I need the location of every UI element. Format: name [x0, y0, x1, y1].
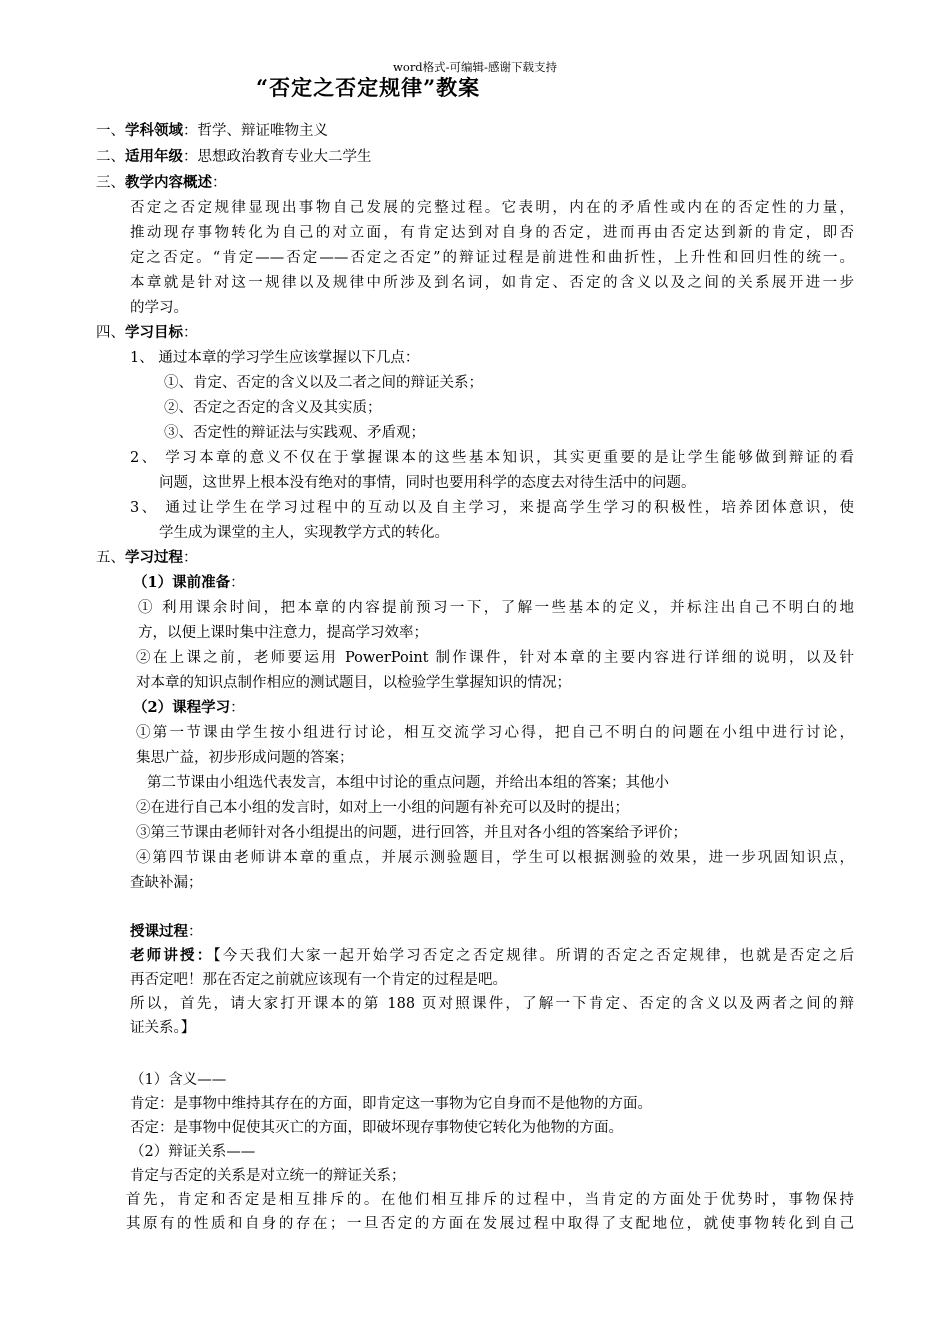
objective-item: 2、 学习本章的意义不仅在于掌握课本的这些基本知识，其实更重要的是让学生能够做到辩证的看 — [130, 450, 854, 466]
course-line: 第二节课由小组选代表发言，本组中讨论的重点问题，并给出本组的答案；其他小 — [147, 775, 669, 791]
section-1-colon: ： — [183, 123, 198, 139]
section-2-text: 思想政治教育专业大二学生 — [197, 149, 372, 165]
lecture-label: 老师讲授 — [130, 947, 197, 964]
section-4-number: 四、 — [96, 325, 125, 341]
section-3-paragraph-line: 否定之否定规律显现出事物自己发展的完整过程。它表明，内在的矛盾性或内在的否定性的力量， — [130, 200, 854, 216]
lecture-line: 再否定吧！那在否定之前就应该现有一个肯定的过程是吧。 — [130, 972, 507, 988]
lecture-line — [130, 946, 854, 966]
lecture-line: 证关系。】 — [130, 1020, 196, 1036]
section-4-heading — [96, 323, 198, 343]
section-3-number: 三、 — [96, 175, 125, 191]
section-1-heading — [96, 121, 328, 141]
document-title: “否定之否定规律”教案 — [256, 75, 481, 100]
prep-line: ① 利用课余时间，把本章的内容提前预习一下，了解一些基本的定义，并标注出自己不明白的地 — [138, 600, 854, 616]
section-5-heading — [96, 548, 198, 568]
definition-line: 肯定与否定的关系是对立统一的辩证关系； — [130, 1168, 406, 1184]
course-line: ③第三节课由老师针对各小组提出的问题，进行回答，并且对各小组的答案给予评价； — [136, 825, 687, 841]
teaching-label: 授课过程 — [130, 923, 188, 940]
course-line: 集思广益，初步形成问题的答案； — [136, 750, 354, 766]
course-line: ①第一节课由学生按小组进行讨论，相互交流学习心得，把自己不明白的问题在小组中进行讨论， — [136, 725, 854, 741]
definition-line: （1）含义—— — [130, 1072, 227, 1088]
lecture-text: 【今天我们大家一起开始学习否定之否定规律。所谓的否定之否定规律，也就是否定之后 — [213, 948, 855, 964]
page-header: word格式-可编辑-感谢下载支持 — [393, 60, 557, 74]
section-3-paragraph-line: 本章就是针对这一规律以及规律中所涉及到名词，如肯定、否定的含义以及之间的关系展开进一步 — [130, 275, 854, 291]
definition-line: 其原有的性质和自身的存在；一旦否定的方面在发展过程中取得了支配地位，就使事物转化到自己 — [126, 1216, 854, 1232]
section-2-heading — [96, 147, 372, 167]
course-line: 查缺补漏； — [130, 875, 203, 891]
prep-line: ②在上课之前，老师要运用 PowerPoint 制作课件，针对本章的主要内容进行详细的说明，以及针 — [136, 650, 854, 666]
section-5-number: 五、 — [96, 550, 125, 566]
definition-line: 肯定：是事物中维持其存在的方面，即肯定这一事物为它自身而不是他物的方面。 — [130, 1096, 652, 1112]
definition-line: 首先，肯定和否定是相互排斥的。在他们相互排斥的过程中，当肯定的方面处于优势时，事物保持 — [126, 1192, 854, 1208]
objective-subitem: ②、否定之否定的含义及其实质； — [164, 400, 382, 416]
prep-heading — [133, 573, 245, 593]
section-3-heading — [96, 173, 227, 193]
prep-colon: ： — [230, 575, 245, 591]
section-2-label: 适用年级 — [125, 148, 183, 165]
course-label: （2）课程学习 — [133, 699, 231, 716]
section-1-text: 哲学、辩证唯物主义 — [197, 123, 328, 139]
section-4-label: 学习目标 — [125, 324, 183, 341]
section-3-label: 教学内容概述 — [125, 174, 212, 191]
objective-subitem: ①、肯定、否定的含义以及二者之间的辩证关系； — [164, 375, 483, 391]
section-4-colon: ： — [183, 325, 198, 341]
teaching-heading — [130, 922, 203, 942]
section-3-paragraph-line: 推动现存事物转化为自己的对立面，有肯定达到对自身的否定，进而再由否定达到新的肯定，即否 — [130, 225, 854, 241]
section-2-colon: ： — [183, 149, 198, 165]
prep-label: （1）课前准备 — [133, 574, 231, 591]
definition-line: （2）辩证关系—— — [130, 1144, 256, 1160]
section-3-colon: ： — [212, 175, 227, 191]
objective-item: 3、 通过让学生在学习过程中的互动以及自主学习，来提高学生学习的积极性，培养团体意识，使 — [130, 500, 854, 516]
section-3-paragraph-line: 的学习。 — [130, 300, 188, 316]
section-3-paragraph-line: 定之否定。“肯定——否定——否定之否定”的辩证过程是前进性和曲折性，上升性和回归性的统一。 — [130, 250, 854, 266]
section-2-number: 二、 — [96, 149, 125, 165]
objective-subitem: ③、否定性的辩证法与实践观、矛盾观； — [164, 425, 425, 441]
course-line: ④第四节课由老师讲本章的重点，并展示测验题目，学生可以根据测验的效果，进一步巩固知识点， — [136, 850, 854, 866]
objective-item: 1、 通过本章的学习学生应该掌握以下几点： — [130, 350, 420, 366]
course-heading — [133, 698, 245, 718]
section-1-label: 学科领域 — [125, 122, 183, 139]
course-line: ②在进行自己本小组的发言时，如对上一小组的问题有补充可以及时的提出； — [136, 800, 629, 816]
course-colon: ： — [230, 700, 245, 716]
prep-line: 对本章的知识点制作相应的测试题目，以检验学生掌握知识的情况； — [136, 675, 571, 691]
lecture-line: 所以，首先，请大家打开课本的第 188 页对照课件，了解一下肯定、否定的含义以及两者之间的辩 — [130, 996, 854, 1012]
objective-item-continued: 问题，这世界上根本没有绝对的事情，同时也要用科学的态度去对待生活中的问题。 — [159, 475, 696, 491]
objective-item-continued: 学生成为课堂的主人，实现教学方式的转化。 — [159, 525, 449, 541]
teaching-colon: ： — [188, 924, 203, 940]
lecture-colon: ： — [196, 947, 214, 964]
prep-line: 方，以便上课时集中注意力，提高学习效率； — [138, 625, 428, 641]
section-1-number: 一、 — [96, 123, 125, 139]
definition-line: 否定：是事物中促使其灭亡的方面，即破坏现存事物使它转化为他物的方面。 — [130, 1120, 623, 1136]
section-5-label: 学习过程 — [125, 549, 183, 566]
section-5-colon: ： — [183, 550, 198, 566]
